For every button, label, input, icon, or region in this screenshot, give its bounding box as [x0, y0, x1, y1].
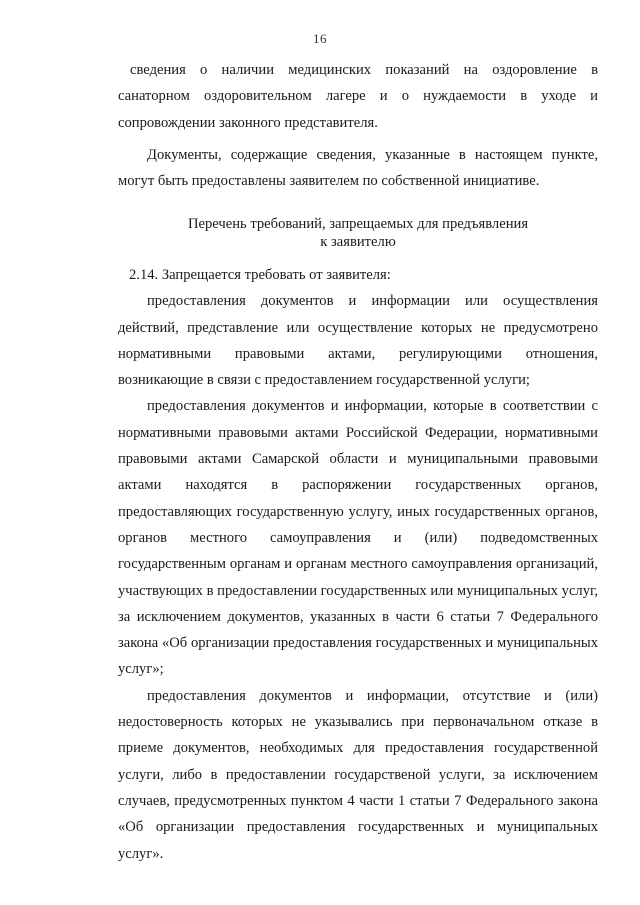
- intro-block: [118, 57, 598, 194]
- intro-paragraph-medical: сведения о наличии медицинских показаний на оздоровление в санаторном оздоровительном лагере и о нуждаемости в уходе и сопровождении законного представителя.: [118, 62, 598, 131]
- requirement-item-3: предоставления документов и информации, отсутствие и (или) недостоверность которых не указывались при первоначальном отказе в приеме документов, необходимых для предоставления государственной услуги, либо в предоставлении государственой услуги, за исключением случаев, предусмотренных пунктом 4 части 1 статьи 7 Федерального закона «Об организации предоставления государственных и муниципальных услуг».: [118, 687, 598, 862]
- clause-title: 2.14. Запрещается требовать от заявителя:: [129, 267, 391, 283]
- section-heading-line-1: Перечень требований, запрещаемых для предъявления: [187, 216, 529, 232]
- requirements-block: [118, 262, 598, 867]
- section-heading: [118, 215, 598, 251]
- requirement-item-2: предоставления документов и информации, которые в соответствии с нормативными правовыми актами Российской Федерации, нормативными правовыми актами Самарской области и муниципальными правовыми актами находятся в распоряжении государственных органов, предоставляющих государственную услугу, иных государственных органов, органов местного самоуправления и (или) подведомственных государственным органам и органам местного самоуправления организаций, участвующих в предоставлении государственных или муниципальных услуг, за исключением документов, указанных в части 6 статьи 7 Федерального закона «Об организации предоставления государственных и муниципальных услуг»;: [118, 398, 598, 678]
- intro-paragraph-documents: Документы, содержащие сведения, указанные в настоящем пункте, могут быть предоставлены заявителем по собственной инициативе.: [118, 146, 598, 190]
- requirement-item-1: предоставления документов и информации или осуществления действий, представление или осуществление которых не предусмотрено нормативными правовыми актами, регулирующими отношения, возникающие в связи с предоставлением государственной услуги;: [118, 293, 598, 389]
- page-number: 16: [313, 31, 327, 46]
- section-heading-line-2: к заявителю: [320, 234, 396, 250]
